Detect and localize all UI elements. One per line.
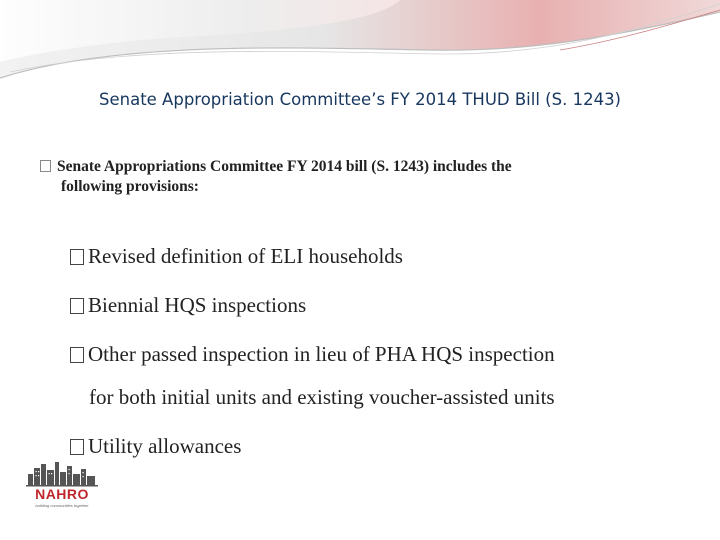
bullet-box-icon bbox=[70, 249, 84, 265]
bullet-text-continued: for both initial units and existing voucher-assisted units bbox=[89, 385, 555, 409]
intro-paragraph bbox=[40, 157, 680, 197]
intro-line-1: Senate Appropriations Committee FY 2014 bill (S. 1243) includes the bbox=[57, 158, 512, 175]
intro-line-2: following provisions: bbox=[61, 178, 199, 195]
nahro-logo-text: NAHRO bbox=[35, 486, 89, 502]
bullet-text: Other passed inspection in lieu of PHA HQS inspection bbox=[88, 342, 555, 366]
bullet-box-icon bbox=[70, 439, 84, 455]
bullet-text: Utility allowances bbox=[88, 434, 242, 458]
list-item bbox=[70, 292, 306, 318]
bullet-text: Revised definition of ELI households bbox=[88, 244, 403, 268]
bullet-text: Biennial HQS inspections bbox=[88, 293, 307, 317]
list-item bbox=[70, 243, 403, 269]
header-swoosh-decoration bbox=[0, 0, 720, 90]
list-item bbox=[70, 341, 555, 410]
bullet-box-icon bbox=[70, 347, 84, 363]
slide-title: Senate Appropriation Committee’s FY 2014 THUD Bill (S. 1243) bbox=[99, 90, 621, 109]
nahro-logo-tagline: building communities together bbox=[35, 503, 89, 508]
bullet-box-icon bbox=[40, 160, 51, 172]
bullet-box-icon bbox=[70, 298, 84, 314]
list-item bbox=[70, 433, 241, 459]
